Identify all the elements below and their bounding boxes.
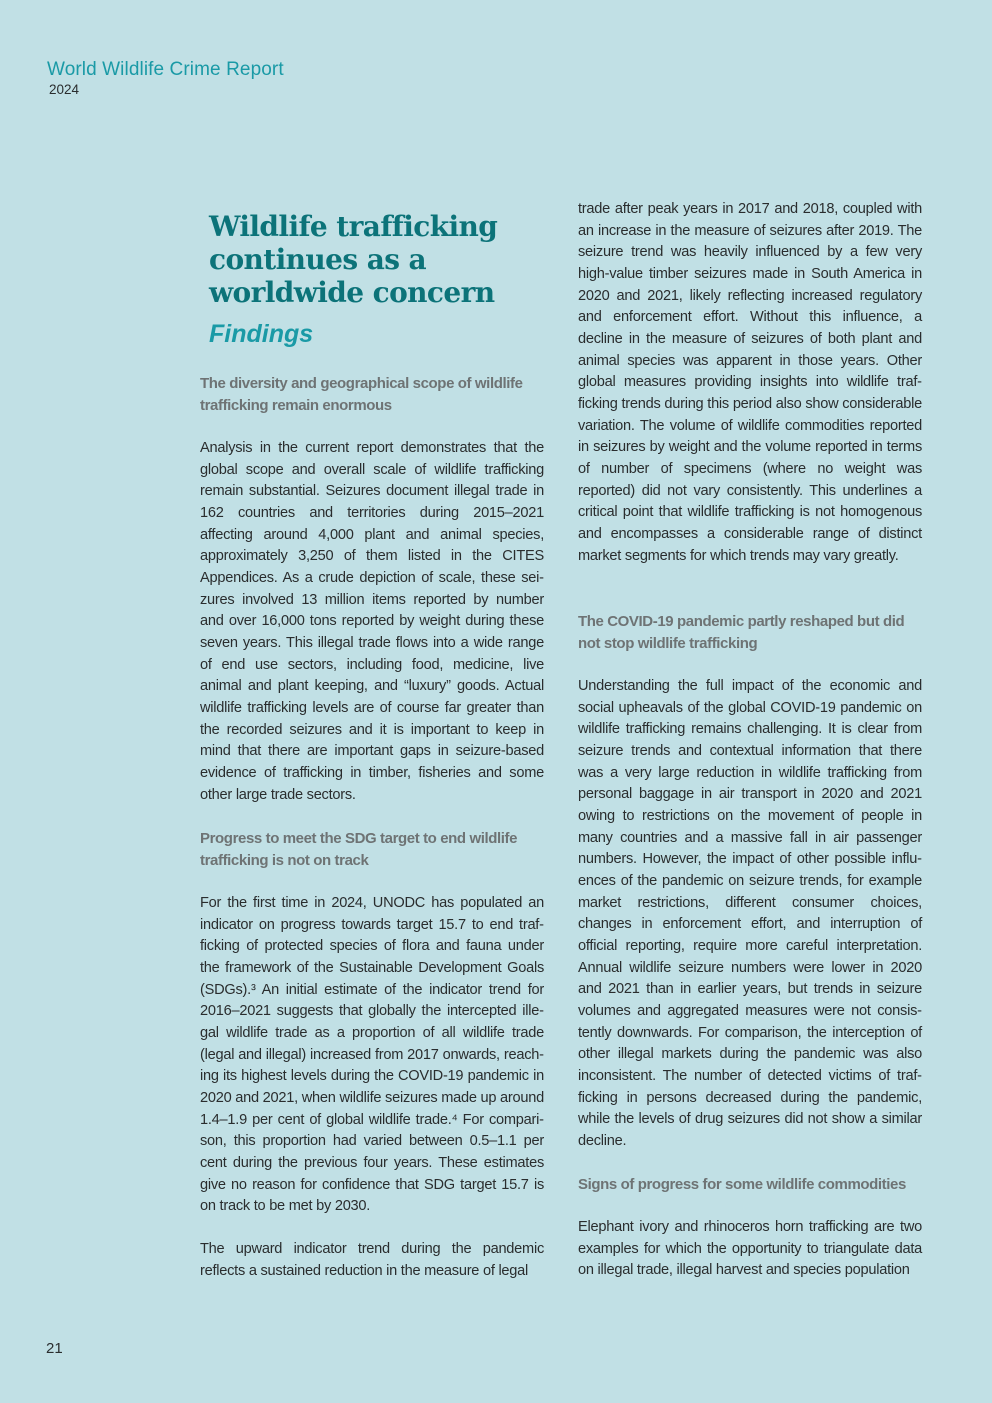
paragraph-diversity: Analysis in the current report demonstrates that the global scope and overall scale of wildlife trafficking remain substantial. Seizures document illegal trade in 162 countries and territories during 2015–2021 affecting around 4,000 plant and animal species, approximately 3,250 of them listed in the CITES Appendices. As a crude depiction of scale, these seizures involved 13 million items reported by number and over 16,000 tons reported by weight during these seven years. This illegal trade flows into a wide range of end use sectors, including food, medicine, live animal and plant keeping, and “luxury” goods. Actual wildlife trafficking levels are of course far greater than the recorded seizures and it is important to keep in mind that there are important gaps in seizure-based evidence of trafficking in timber, fisheries and some other large trade sectors. [200,440,544,803]
section-heading-sdg: Progress to meet the SDG target to end wildlife trafficking is not on track [200,830,518,869]
report-year: 2024 [49,82,80,97]
running-header [47,58,284,98]
section-heading-progress: Signs of progress for some wildlife commodities [578,1176,906,1193]
paragraph-trade-peak: trade after peak years in 2017 and 2018, coupled with an increase in the measure of seizures after 2019. The seizure trend was heavily influenced by a few very high-value timber seizures made in South America in 2020 and 2021, likely reflecting increased regulatory and enforcement effort. Without this influence, a decline in the measure of seizures of both plant and animal species was apparent in those years. Other global measures providing insights into wildlife trafficking trends during this period also show considerable variation. The volume of wildlife commodities reported in seizures by weight and the volume reported in terms of number of specimens (where no weight was reported) did not vary consistently. This underlines a critical point that wildlife trafficking is not homogenous and encompasses a considerable range of distinct market segments for which trends may vary greatly. [578,201,922,564]
report-title: World Wildlife Crime Report [47,59,284,80]
paragraph-ivory: Elephant ivory and rhinoceros horn trafficking are two examples for which the opportunity to triangulate data on illegal trade, illegal harvest and species population [578,1219,922,1279]
paragraph-sdg: For the first time in 2024, UNODC has populated an indicator on progress towards target 15.7 to end trafficking of protected species of flora and fauna under the framework of the Sustainable Development Goals (SDGs).³ An initial estimate of the indicator trend for 2016–2021 suggests that globally the intercepted illegal wildlife trade as a proportion of all wildlife trade (legal and illegal) increased from 2017 onwards, reaching its highest levels during the COVID-19 pandemic in 2020 and 2021, when wildlife seizures made up around 1.4–1.9 per cent of global wildlife trade.⁴ For comparison, this proportion had varied between 0.5–1.1 per cent during the previous four years. These estimates give no reason for confidence that SDG target 15.7 is on track to be met by 2030. [200,895,544,1215]
section-heading-covid: The COVID-19 pandemic partly reshaped but did not stop wildlife trafficking [578,613,905,652]
paragraph-upward-trend: The upward indicator trend during the pandemic reflects a sustained reduction in the measure of legal [200,1241,544,1279]
chapter-title: Wildlife trafficking continues as a worldwide concern [209,210,498,309]
paragraph-covid: Understanding the full impact of the economic and social upheavals of the global COVID-19 pandemic on wildlife trafficking remains challenging. It is clear from seizure trends and contextual information that there was a very large reduction in wildlife trafficking from personal baggage in air transport in 2020 and 2021 owing to restrictions on the movement of people in many countries and a massive fall in air passenger numbers. However, the impact of other possible influences of the pandemic on seizure trends, for example market restrictions, different consumer choices, changes in enforcement effort, and interruption of official reporting, require more careful interpretation. Annual wildlife seizure numbers were lower in 2020 and 2021 than in earlier years, but trends in seizure volumes and aggregated measures were not consistently downwards. For comparison, the interception of other illegal markets during the pandemic was also inconsistent. The number of detected victims of trafficking in persons decreased during the pandemic, while the levels of drug seizures did not show a similar decline. [578,678,922,1150]
section-heading-diversity: The diversity and geographical scope of wildlife trafficking remain enormous [200,375,523,414]
page-number: 21 [46,1340,63,1357]
chapter-subtitle: Findings [209,320,314,348]
